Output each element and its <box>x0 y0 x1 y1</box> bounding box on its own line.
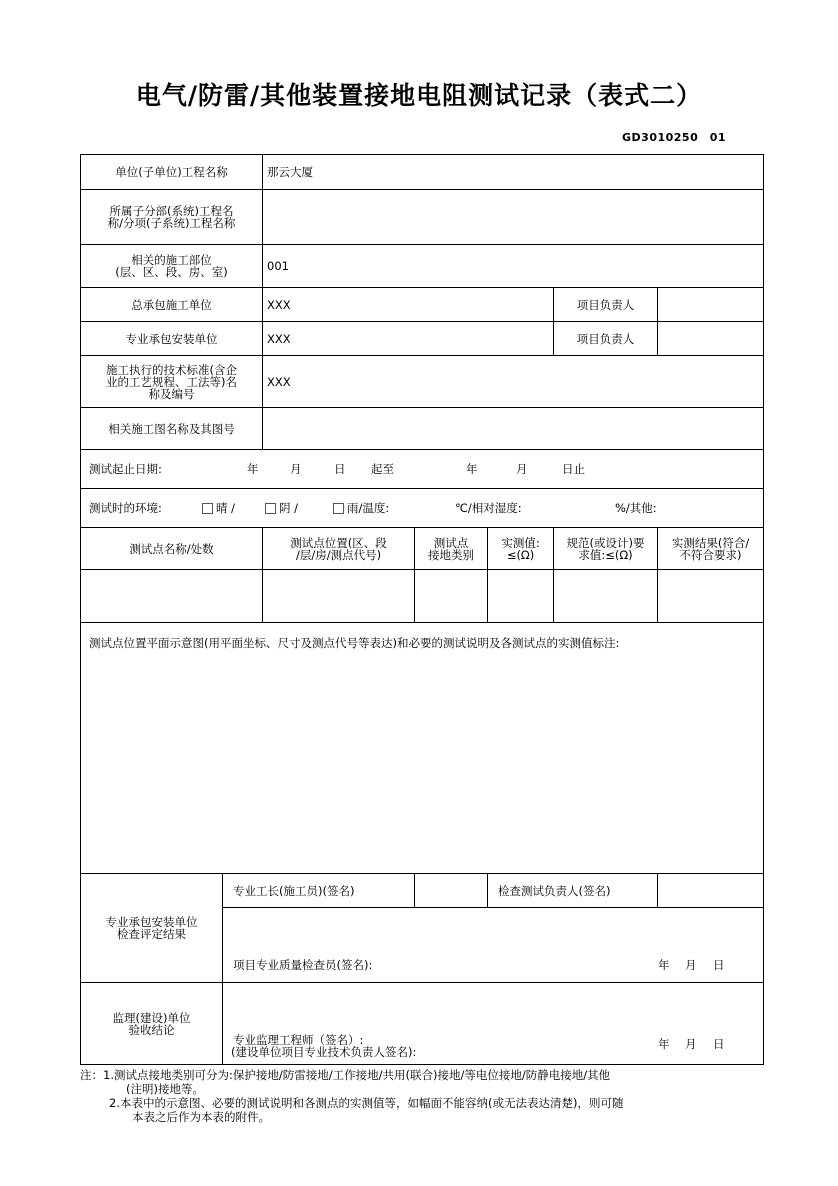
test-dates-cell <box>81 450 764 489</box>
cloudy-option[interactable] <box>265 500 298 516</box>
location-label-line1: 相关的施工部位 <box>131 253 212 267</box>
unit-project-label: 单位(子单位)工程名称 <box>81 155 263 190</box>
qc-date-month: 月 <box>685 958 697 972</box>
standard-label <box>81 356 263 408</box>
header-measured <box>488 528 554 570</box>
engineer-label-line2: (建设单位项目专业技术负责人签名): <box>231 1045 417 1059</box>
cell-spec[interactable] <box>554 570 658 623</box>
test-dates-month2: 月 <box>516 462 528 476</box>
supervision-label-line1: 监理(建设)单位 <box>112 1010 191 1025</box>
diagram-note: 测试点位置平面示意图(用平面坐标、尺寸及测点代号等表达)和必要的测试说明及各测试点的实测值标注: <box>89 636 620 650</box>
test-table-header <box>81 528 764 570</box>
cell-point-name[interactable] <box>81 570 263 623</box>
test-dates-year1: 年 <box>247 462 259 476</box>
row-diagram <box>81 623 764 874</box>
row-standard <box>81 356 764 408</box>
engineer-label <box>231 1034 416 1058</box>
header-spec-line1: 规范(或设计)要 <box>566 535 645 550</box>
header-measured-line1: 实测值: <box>501 535 540 550</box>
row-general-contractor <box>81 288 764 322</box>
header-position <box>263 528 415 570</box>
cell-ground-type[interactable] <box>415 570 488 623</box>
supervision-date-day: 日 <box>713 1037 725 1051</box>
drawing-value[interactable] <box>263 408 764 450</box>
header-position-line1: 测试点位置(区、段 <box>290 535 387 550</box>
location-label-line2: (层、区、段、房、室) <box>115 265 228 279</box>
standard-label-line1: 施工执行的技术标准(含企 <box>106 362 237 377</box>
row-unit-project <box>81 155 764 190</box>
supervision-label-line2: 验收结论 <box>128 1022 175 1037</box>
footnotes <box>80 1068 623 1124</box>
general-contractor-label: 总承包施工单位 <box>81 288 263 322</box>
qc-inspector-label: 项目专业质量检查员(签名): <box>233 958 373 972</box>
test-dates-from: 起至 <box>371 462 394 476</box>
row-location <box>81 245 764 288</box>
rain-checkbox[interactable] <box>333 503 344 514</box>
row-environment <box>81 489 764 528</box>
page-title: 电气/防雷/其他装置接地电阻测试记录（表式二） <box>135 81 703 110</box>
subdivision-value[interactable] <box>263 190 764 245</box>
humidity-label: ℃/相对湿度: <box>455 501 522 515</box>
foreman-signature-label: 专业工长(施工员)(签名) <box>223 874 415 908</box>
row-subdivision <box>81 190 764 245</box>
location-label <box>81 245 263 288</box>
supervision-date-month: 月 <box>685 1037 697 1051</box>
general-contractor-value[interactable]: XXX <box>263 288 554 322</box>
row-specialty-contractor <box>81 322 764 356</box>
supervision-cell[interactable] <box>223 983 764 1065</box>
subdivision-label <box>81 190 263 245</box>
header-spec-line2: 求值:≤(Ω) <box>578 547 633 562</box>
note-line3: 2.本表中的示意图、必要的测试说明和各测点的实测值等，如幅面不能容纳(或无法表达清楚)，则可随 <box>109 1096 624 1110</box>
diagram-area[interactable] <box>81 623 764 874</box>
supervision-label <box>81 983 223 1065</box>
standard-label-line3: 称及编号 <box>148 386 195 401</box>
engineer-label-line1: 专业监理工程师（签名）: <box>233 1033 364 1047</box>
inspection-label-line2: 检查评定结果 <box>117 927 186 941</box>
inspection-label <box>81 874 223 983</box>
foreman-signature-field[interactable] <box>415 874 488 908</box>
project-manager-value-1[interactable] <box>658 288 764 322</box>
header-position-line2: /层/房/测点代号) <box>295 547 382 562</box>
test-table-row <box>81 570 764 623</box>
form-code: GD3010250 01 <box>622 131 727 144</box>
project-manager-label-2: 项目负责人 <box>554 322 658 356</box>
test-lead-signature-label: 检查测试负责人(签名) <box>488 874 658 908</box>
qc-date-day: 日 <box>713 958 725 972</box>
header-ground-type <box>415 528 488 570</box>
row-test-dates <box>81 450 764 489</box>
row-supervision <box>81 983 764 1065</box>
note-line1: 注：1.测试点接地类别可分为:保护接地/防雷接地/工作接地/共用(联合)接地/等电位接地/防静电接地/其他 <box>80 1068 611 1082</box>
location-value[interactable]: 001 <box>263 245 764 288</box>
project-manager-value-2[interactable] <box>658 322 764 356</box>
specialty-contractor-value[interactable]: XXX <box>263 322 554 356</box>
environment-cell <box>81 489 764 528</box>
drawing-label: 相关施工图名称及其图号 <box>81 408 263 450</box>
rain-temp-label: 雨/温度: <box>347 501 390 515</box>
test-dates-month1: 月 <box>290 462 302 476</box>
header-point-name: 测试点名称/处数 <box>81 528 263 570</box>
header-result <box>658 528 764 570</box>
inspection-label-line1: 专业承包安装单位 <box>105 915 198 929</box>
specialty-contractor-label: 专业承包安装单位 <box>81 322 263 356</box>
cell-result[interactable] <box>658 570 764 623</box>
test-dates-day2: 日止 <box>562 462 585 476</box>
supervision-date-year: 年 <box>658 1037 670 1051</box>
project-manager-label-1: 项目负责人 <box>554 288 658 322</box>
test-dates-day1: 日 <box>334 462 346 476</box>
header-result-line2: 不符合要求) <box>679 547 742 562</box>
sunny-checkbox[interactable] <box>202 503 213 514</box>
row-drawing <box>81 408 764 450</box>
cloudy-checkbox[interactable] <box>265 503 276 514</box>
standard-label-line2: 业的工艺规程、工法等)名 <box>106 374 237 389</box>
test-lead-signature-field[interactable] <box>658 874 764 908</box>
environment-label: 测试时的环境: <box>89 501 162 515</box>
note-line2: (注明)接地等。 <box>126 1082 204 1096</box>
subdivision-label-line2: 称/分项(子系统)工程名称 <box>107 216 236 230</box>
unit-project-value[interactable]: 那云大厦 <box>263 155 764 190</box>
standard-value[interactable]: XXX <box>263 356 764 408</box>
qc-date-year: 年 <box>658 958 670 972</box>
sunny-label: 晴 / <box>216 501 236 515</box>
cell-measured[interactable] <box>488 570 554 623</box>
record-form <box>80 154 764 1065</box>
subdivision-label-line1: 所属子分部(系统)工程名 <box>109 204 234 218</box>
test-dates-year2: 年 <box>466 462 478 476</box>
header-measured-line2: ≤(Ω) <box>506 547 535 562</box>
header-ground-type-line2: 接地类别 <box>428 547 475 562</box>
cloudy-label: 阴 / <box>279 501 299 515</box>
header-result-line1: 实测结果(符合/ <box>671 535 750 550</box>
note-line4: 本表之后作为本表的附件。 <box>132 1110 270 1124</box>
header-spec <box>554 528 658 570</box>
other-label: %/其他: <box>615 501 657 515</box>
cell-position[interactable] <box>263 570 415 623</box>
rain-option[interactable] <box>333 500 389 516</box>
sunny-option[interactable] <box>202 500 235 516</box>
header-ground-type-line1: 测试点 <box>433 535 469 550</box>
qc-cell[interactable] <box>223 908 764 983</box>
row-inspection-signatures <box>81 874 764 908</box>
test-dates-label: 测试起止日期: <box>89 462 162 476</box>
